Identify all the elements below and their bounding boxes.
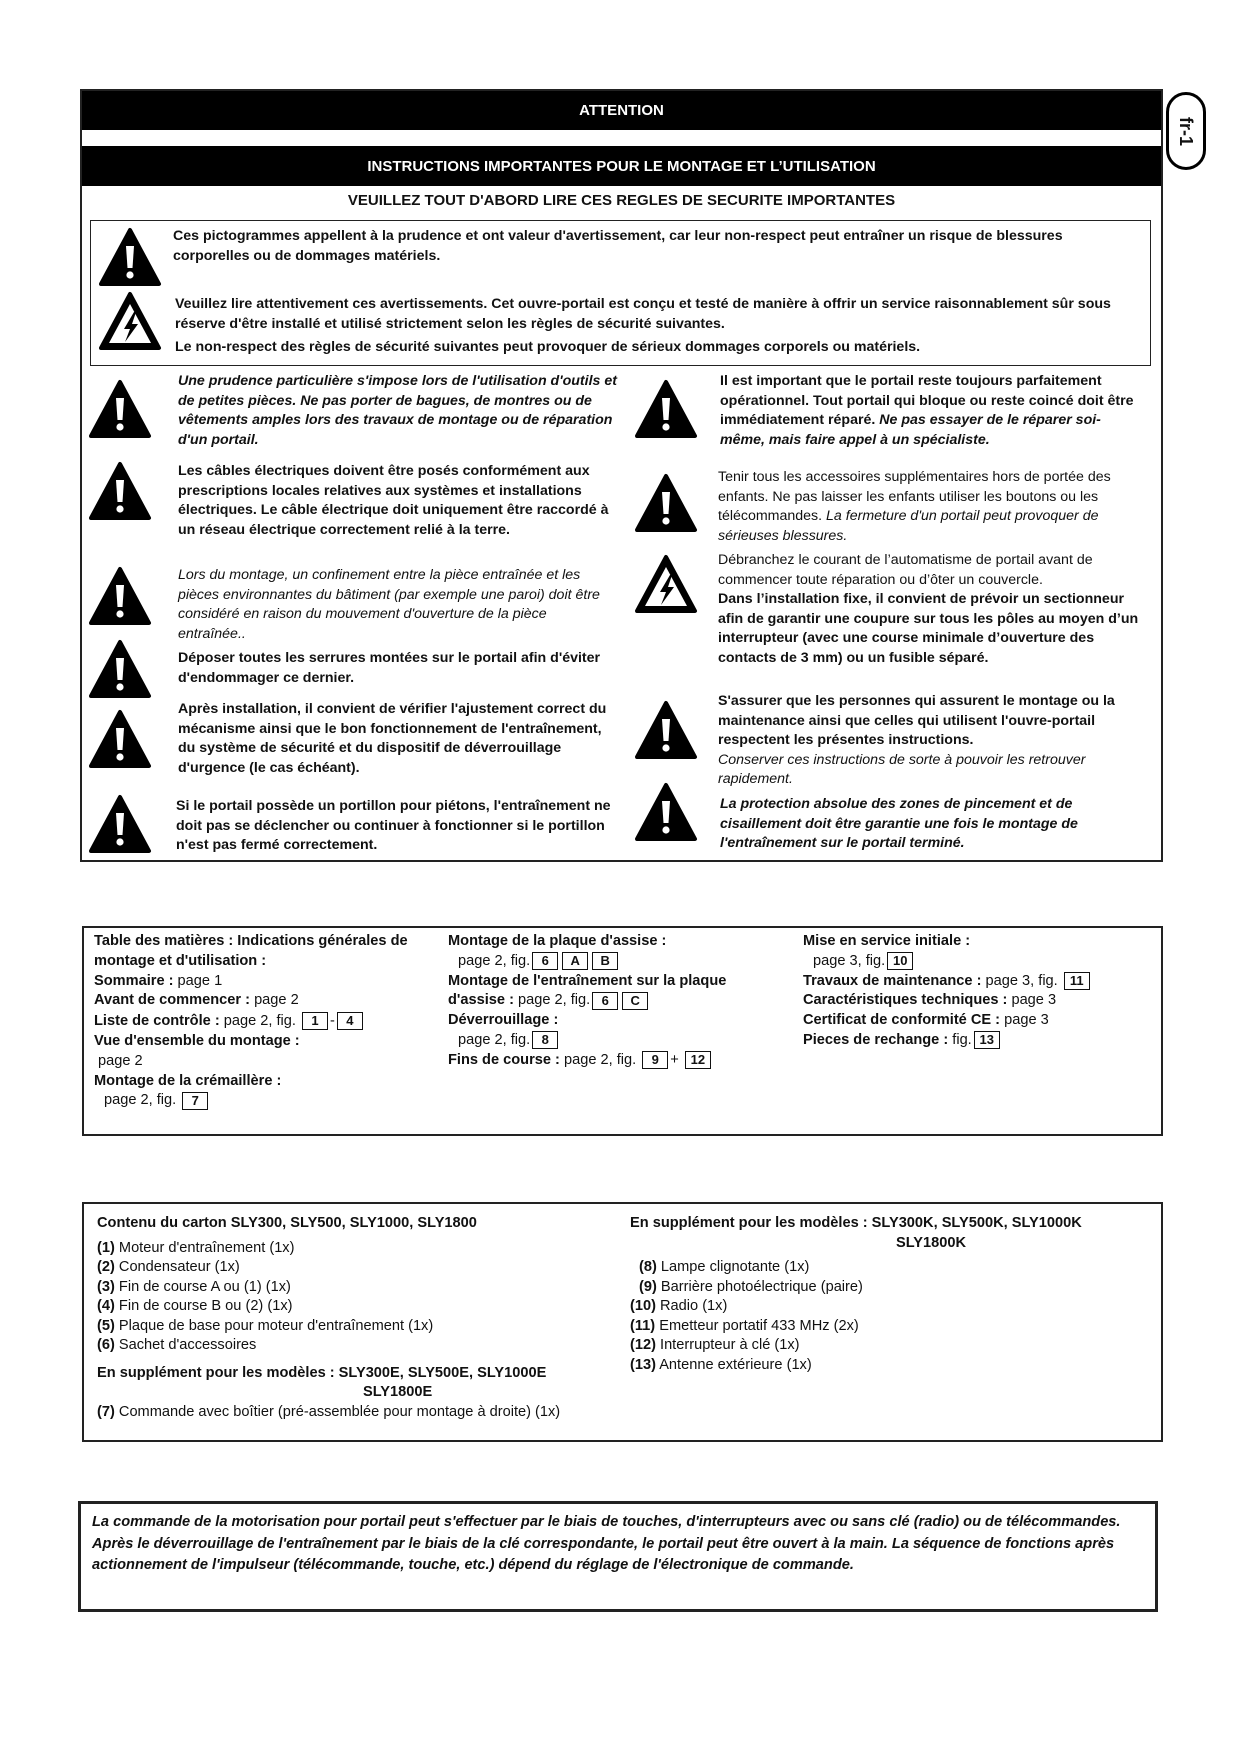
read-first-subtitle: VEUILLEZ TOUT D'ABORD LIRE CES REGLES DE SECURITE IMPORTANTES bbox=[347, 192, 896, 209]
contents-item: (7) Commande avec boîtier (pré-assemblée pour montage à droite) (1x) bbox=[97, 1403, 561, 1420]
warning-locks-text: Déposer toutes les serrures montées sur le portail afin d'éviter d'endommager ce dernier. bbox=[178, 650, 601, 686]
warning-operational-block bbox=[720, 372, 1140, 450]
warning-disconnector-text: Dans l’installation fixe, il convient de prévoir un sectionneur afin de garantir une coupure sur tous les pôles au moyen d’un interrupteur (avec une course minimale d’ouverture des contacts de 3 mm) ou un fusible séparé. bbox=[718, 591, 1139, 666]
warning-icon bbox=[634, 781, 698, 843]
warning-adjustment-text: Après installation, il convient de vérifier l'ajustement correct du mécanisme ainsi que le bon fonctionnement de l'entraînement, du système de sécurité et du dispositif de déverrouillage d'urgence (le cas échéant). bbox=[178, 701, 607, 776]
toc-label: d'assise : bbox=[448, 992, 514, 1009]
toc-label: Montage de l'entraînement sur la plaque bbox=[448, 972, 727, 989]
warning-icon bbox=[634, 378, 698, 440]
toc-label: Montage de la plaque d'assise : bbox=[448, 933, 667, 949]
toc-label: Fins de course : bbox=[448, 1051, 560, 1068]
toc-label: Sommaire : bbox=[94, 972, 174, 989]
figure-ref: 8 bbox=[532, 1031, 558, 1049]
warning-icon bbox=[88, 565, 152, 627]
toc-page: page 1 bbox=[177, 972, 223, 989]
warning-pinch-zones-text: La protection absolue des zones de pincement et de cisaillement doit être garantie une fois le montage de l'entraînement sur le portail terminé. bbox=[720, 796, 1078, 851]
toc-page: page 3 bbox=[1011, 992, 1057, 1009]
warning-icon bbox=[88, 460, 152, 522]
intro-non-respect-text: Le non-respect des règles de sécurité suivantes peut provoquer de sérieux dommages corporels ou matériels. bbox=[175, 339, 921, 355]
warning-tools-text: Une prudence particulière s'impose lors de l'utilisation d'outils et de petites pièces. Ne pas porter de bagues, de montres ou de vêtements amples lors des travaux de montage ou de réparation d'un portail. bbox=[178, 373, 617, 448]
intro-pictograms-text: Ces pictogrammes appellent à la prudence et ont valeur d'avertissement, car leur non-respect peut entraîner un risque de blessures corporelles ou de dommages matériels. bbox=[173, 228, 1063, 264]
figure-ref: 7 bbox=[182, 1092, 208, 1110]
figure-ref: 13 bbox=[974, 1031, 1000, 1049]
supplement-k-title-cont: SLY1800K bbox=[896, 1234, 967, 1251]
warning-operational-text: Il est important que le portail reste toujours parfaitement opérationnel. Tout portail qui bloque ou reste coincé doit être immédiatement réparé. bbox=[720, 373, 1134, 428]
contents-item: (8) Lampe clignotante (1x) bbox=[639, 1259, 810, 1275]
toc-separator: - bbox=[330, 1013, 335, 1030]
box-contents-left bbox=[97, 1214, 617, 1422]
warning-keep-instructions-text: Conserver ces instructions de sorte à pouvoir les retrouver rapidement. bbox=[718, 751, 1086, 787]
warning-icon bbox=[88, 708, 152, 770]
attention-heading: ATTENTION bbox=[82, 91, 1161, 130]
warning-icon bbox=[634, 472, 698, 534]
warning-wicket-door-text: Si le portail possède un portillon pour piétons, l'entraînement ne doit pas se déclencher ou continuer à fonctionner si le portillon n'est pas fermé correctement. bbox=[176, 798, 611, 853]
toc-label: Caractéristiques techniques : bbox=[803, 992, 1008, 1009]
toc-page: page 2, fig. bbox=[518, 992, 591, 1009]
toc-label: Pieces de rechange : bbox=[803, 1031, 949, 1048]
contents-item: (5) Plaque de base pour moteur d'entraînement (1x) bbox=[97, 1317, 434, 1334]
warning-children-text: Tenir tous les accessoires supplémentaires hors de portée des enfants. Ne pas laisser les enfants utiliser les boutons ou les télécommandes. bbox=[718, 469, 1111, 524]
toc-label: Déverrouillage : bbox=[448, 1012, 559, 1029]
figure-ref: 10 bbox=[887, 952, 913, 970]
toc-column-3 bbox=[803, 932, 1153, 1051]
toc-separator: + bbox=[670, 1051, 679, 1068]
intro-read-carefully-text: Veuillez lire attentivement ces avertissements. Cet ouvre-portail est conçu et testé de manière à offrir un service raisonnablement sûr sous réserve d'être installé et utilisé strictement selon les règles de sécurité suivantes. bbox=[175, 296, 1111, 332]
toc-label: Travaux de maintenance : bbox=[803, 972, 982, 989]
toc-page: page 2, fig. bbox=[223, 1013, 296, 1030]
toc-page: page 2, fig. bbox=[458, 952, 531, 969]
figure-ref: B bbox=[592, 952, 618, 970]
figure-ref: A bbox=[562, 952, 588, 970]
warning-confinement-text: Lors du montage, un confinement entre la pièce entraînée et les pièces environnantes du bâtiment (par exemple une paroi) doit être considéré en raison du mouvement d'ouverture de la pièce entraînée.. bbox=[178, 567, 600, 642]
toc-page: page 2, fig. bbox=[563, 1051, 637, 1068]
figure-ref: C bbox=[622, 992, 648, 1010]
warning-closing-injury-text: La fermeture d'un portail peut provoquer de sérieuses blessures. bbox=[718, 508, 1099, 544]
figure-ref: 11 bbox=[1064, 972, 1090, 990]
instructions-heading: INSTRUCTIONS IMPORTANTES POUR LE MONTAGE ET L’UTILISATION bbox=[82, 146, 1161, 186]
toc-label: Mise en service initiale : bbox=[803, 933, 971, 949]
toc-page: fig. bbox=[952, 1031, 972, 1048]
warning-icon bbox=[88, 793, 152, 855]
contents-item: (10) Radio (1x) bbox=[630, 1298, 728, 1314]
contents-item: (2) Condensateur (1x) bbox=[97, 1259, 240, 1275]
figure-ref: 1 bbox=[302, 1012, 328, 1030]
supplement-k-title: En supplément pour les modèles : SLY300K, SLY500K, SLY1000K bbox=[630, 1215, 1082, 1231]
contents-item: (12) Interrupteur à clé (1x) bbox=[630, 1337, 800, 1353]
toc-page: page 2 bbox=[98, 1052, 143, 1069]
contents-item: (11) Emetteur portatif 433 MHz (2x) bbox=[630, 1317, 859, 1334]
warning-specialist-text: Ne pas essayer de le réparer soi-même, mais faire appel à un spécialiste. bbox=[720, 412, 1101, 448]
toc-page: page 2, fig. bbox=[104, 1092, 177, 1109]
toc-page: page 2 bbox=[254, 992, 299, 1009]
page-number-tab: fr-1 bbox=[1166, 92, 1206, 170]
figure-ref: 12 bbox=[685, 1051, 711, 1069]
contents-item: (3) Fin de course A ou (1) (1x) bbox=[97, 1278, 291, 1295]
toc-label: Liste de contrôle : bbox=[94, 1013, 220, 1030]
toc-page: page 3, fig. bbox=[985, 972, 1058, 989]
supplement-e-title-cont: SLY1800E bbox=[363, 1384, 433, 1400]
toc-label: Vue d'ensemble du montage : bbox=[94, 1032, 300, 1049]
warning-icon bbox=[88, 378, 152, 440]
electric-hazard-icon bbox=[634, 553, 698, 615]
contents-title: Contenu du carton SLY300, SLY500, SLY1000, SLY1800 bbox=[97, 1215, 477, 1231]
operation-note-text: La commande de la motorisation pour portail peut s'effectuer par le biais de touches, d'interrupteurs avec ou sans clé (radio) ou de télécommandes. Après le déverrouillage de l'entraînement par le biais de la clé correspondante, le portail peut être ouvert à la main. La séquence de fonctions après actionnement de l'impulseur (télécommande, touche, etc.) dépend du réglage de l'électronique de commande. bbox=[92, 1514, 1121, 1573]
contents-item: (6) Sachet d'accessoires bbox=[97, 1337, 257, 1353]
contents-item: (13) Antenne extérieure (1x) bbox=[630, 1356, 812, 1373]
contents-item: (9) Barrière photoélectrique (paire) bbox=[639, 1278, 863, 1295]
toc-title: Table des matières : Indications générales de montage et d'utilisation : bbox=[94, 933, 408, 969]
warning-icon bbox=[634, 699, 698, 761]
warning-icon bbox=[88, 638, 152, 700]
contents-item: (1) Moteur d'entraînement (1x) bbox=[97, 1239, 295, 1256]
electric-hazard-icon bbox=[98, 290, 162, 352]
toc-page: page 3, fig. bbox=[813, 952, 886, 969]
toc-label: Avant de commencer : bbox=[94, 992, 250, 1009]
contents-item: (4) Fin de course B ou (2) (1x) bbox=[97, 1298, 293, 1314]
warning-power-off-text: Débranchez le courant de l’automatisme de portail avant de commencer toute réparation ou d’ôter un couvercle. bbox=[718, 552, 1093, 588]
figure-ref: 4 bbox=[337, 1012, 363, 1030]
warning-children-block bbox=[718, 468, 1142, 546]
warning-instructions-block bbox=[718, 692, 1142, 790]
supplement-e-title: En supplément pour les modèles : SLY300E, SLY500E, SLY1000E bbox=[97, 1364, 547, 1381]
toc-column-1 bbox=[94, 932, 434, 1111]
warning-power-block bbox=[718, 551, 1142, 668]
toc-label: Montage de la crémaillère : bbox=[94, 1072, 282, 1089]
figure-ref: 6 bbox=[592, 992, 618, 1010]
toc-page: page 2, fig. bbox=[458, 1031, 531, 1048]
figure-ref: 6 bbox=[532, 952, 558, 970]
warning-icon bbox=[98, 226, 162, 288]
toc-column-2 bbox=[448, 932, 788, 1071]
warning-cables-text: Les câbles électriques doivent être posés conformément aux prescriptions locales relatives aux systèmes et installations électriques. Le câble électrique doit uniquement être raccordé à un réseau électrique correctement relié à la terre. bbox=[178, 463, 609, 538]
toc-page: page 3 bbox=[1004, 1012, 1049, 1029]
toc-label: Certificat de conformité CE : bbox=[803, 1012, 1001, 1029]
box-contents-right bbox=[630, 1214, 1155, 1375]
figure-ref: 9 bbox=[642, 1051, 668, 1069]
warning-respect-instructions-text: S'assurer que les personnes qui assurent le montage ou la maintenance ainsi que celles qui utilisent l'ouvre-portail respectent les présentes instructions. bbox=[718, 693, 1115, 748]
